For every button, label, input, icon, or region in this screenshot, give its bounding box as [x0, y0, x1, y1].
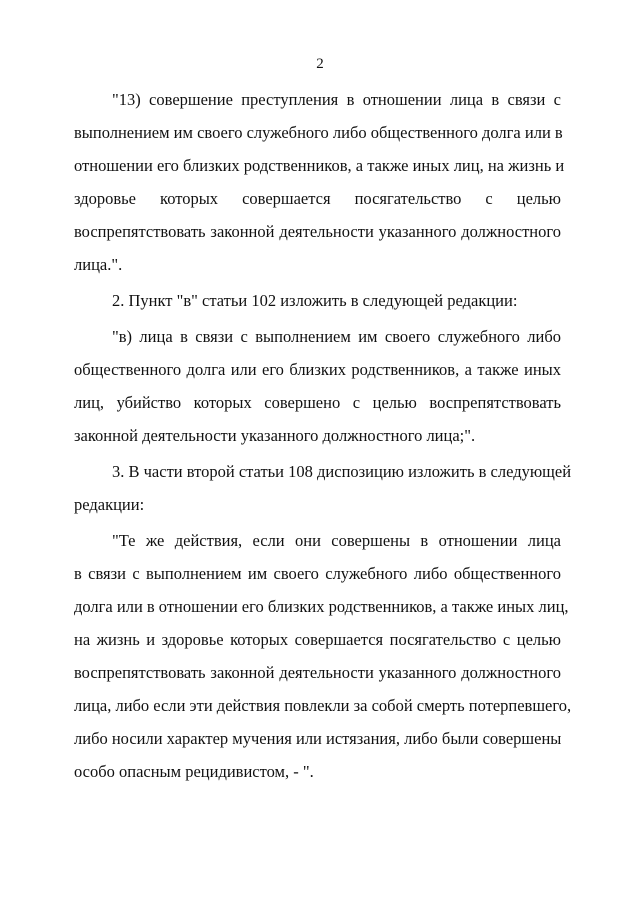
- text-line: выполнением им своего служебного либо общественного долга или в: [74, 123, 563, 142]
- text-line: либо носили характер мучения или истязания, либо были совершены: [74, 729, 562, 748]
- text-line: в связи с выполнением им своего служебного либо общественного: [74, 564, 561, 583]
- text-line: "13) совершение преступления в отношении лица в связи с: [112, 90, 561, 109]
- text-line: лица, либо если эти действия повлекли за собой смерть потерпевшего,: [74, 696, 572, 715]
- text-line: общественного долга или его близких родственников, а также иных: [74, 360, 561, 379]
- text-line: на жизнь и здоровье которых совершается посягательство с целью: [74, 630, 561, 649]
- text-line: лица.".: [74, 255, 123, 274]
- text-line: здоровье которых совершается посягательство с целью: [74, 189, 561, 208]
- text-line: лиц, убийство которых совершено с целью воспрепятствовать: [74, 393, 561, 412]
- text-line: законной деятельности указанного должностного лица;".: [74, 426, 476, 445]
- text-line: особо опасным рецидивистом, - ".: [74, 762, 314, 781]
- text-line: 3. В части второй статьи 108 диспозицию изложить в следующей: [112, 462, 572, 481]
- text-line: долга или в отношении его близких родственников, а также иных лиц,: [74, 597, 569, 616]
- text-line: отношении его близких родственников, а также иных лиц, на жизнь и: [74, 156, 565, 175]
- text-line: 2. Пункт "в" статьи 102 изложить в следующей редакции:: [112, 291, 518, 310]
- text-line: воспрепятствовать законной деятельности указанного должностного: [74, 222, 561, 241]
- text-line: воспрепятствовать законной деятельности указанного должностного: [74, 663, 561, 682]
- text-line: редакции:: [74, 495, 145, 514]
- text-line: "Те же действия, если они совершены в отношении лица: [112, 531, 561, 550]
- text-line: "в) лица в связи с выполнением им своего служебного либо: [112, 327, 561, 346]
- page-number: 2: [316, 56, 324, 72]
